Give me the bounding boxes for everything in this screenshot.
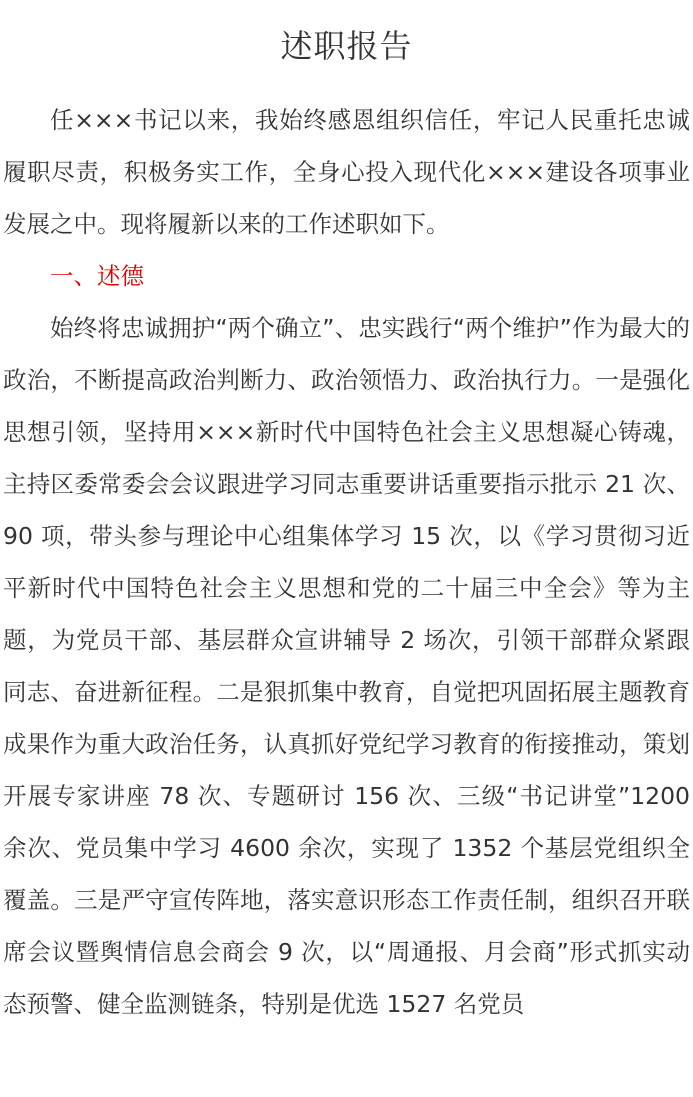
intro-paragraph: 任×××书记以来，我始终感恩组织信任，牢记人民重托忠诚履职尽责，积极务实工作，全身心投入现代化×××建设各项事业发展之中。现将履新以来的工作述职如下。 [3, 106, 690, 238]
document-title: 述职报告 [280, 27, 413, 65]
section-heading-morality: 一、述德 [50, 262, 144, 290]
morality-paragraph: 始终将忠诚拥护“两个确立”、忠实践行“两个维护”作为最大的政治，不断提高政治判断力、政治领悟力、政治执行力。一是强化思想引领，坚持用×××新时代中国特色社会主义思想凝心铸魂，主持区委常委会会议跟进学习同志重要讲话重要指示批示 21 次、90 项，带头参与理论中心组集体学习 15 次，以《学习贯彻习近平新时代中国特色社会主义思想和党的二十届三中全会》等为主题，为党员干部、基层群众宣讲辅导 2 场次，引领干部群众紧跟同志、奋进新征程。二是狠抓集中教育，自觉把巩固拓展主题教育成果作为重大政治任务，认真抓好党纪学习教育的衔接推动，策划开展专家讲座 78 次、专题研讨 156 次、三级“书记讲堂”1200 余次、党员集中学习 4600 余次，实现了 1352 个基层党组织全覆盖。三是严守宣传阵地，落实意识形态工作责任制，组织召开联席会议暨舆情信息会商会 9 次，以“周通报、月会商”形式抓实动态预警、健全监测链条，特别是优选 1527 名党员 [3, 314, 690, 1018]
